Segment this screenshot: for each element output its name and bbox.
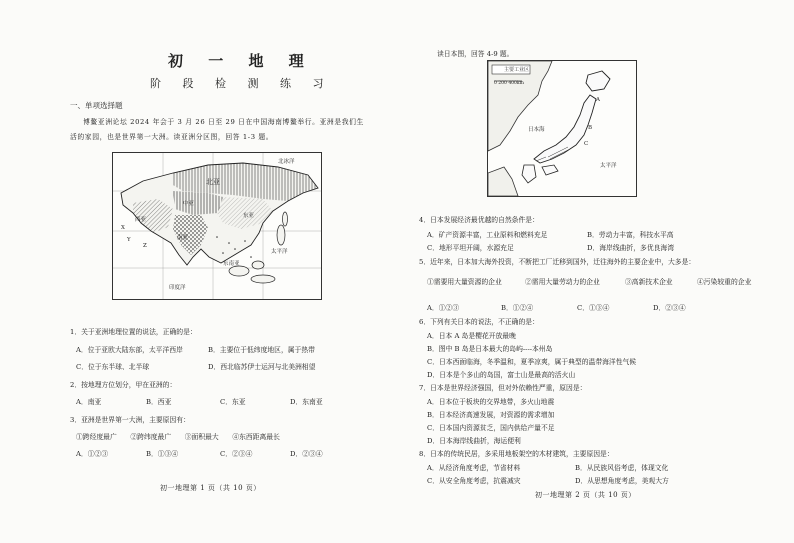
map-marker-b: B bbox=[588, 125, 593, 131]
q6-option-c: C．日本西面临海，冬季温和，夏季凉爽，属于典型的温带海洋性气候 bbox=[427, 358, 637, 366]
q2-option-a: A．南亚 bbox=[76, 398, 102, 406]
q5-option-b: B．①②④ bbox=[501, 304, 534, 312]
q2-option-c: C．东亚 bbox=[220, 398, 246, 406]
q7-option-b: B．日本经济高速发展，对资源的需求增加 bbox=[427, 411, 555, 419]
asia-region-map bbox=[112, 152, 322, 300]
map-label-indian: 印度洋 bbox=[169, 285, 186, 291]
q7-option-a: A．日本位于板块的交界地带，多火山地震 bbox=[427, 398, 555, 406]
map-marker-a: A bbox=[596, 97, 600, 103]
question-3-stem: 3．亚洲是世界第一大洲，主要原因有： bbox=[70, 416, 190, 424]
q1-option-d: D．西北临苏伊士运河与北美洲相望 bbox=[208, 363, 316, 371]
map-scale: 0 200 400km bbox=[494, 81, 524, 86]
q6-option-b: B．图中 B 岛是日本最大的岛屿----本州岛 bbox=[427, 345, 553, 353]
map-label-south-asia: 南亚 bbox=[177, 235, 189, 241]
map-marker-c: C bbox=[584, 141, 589, 147]
q3-sub-items: ①跨经度最广 ②跨纬度最广 ③面积最大 ④东西距离最长 bbox=[76, 433, 280, 441]
q1-option-b: B．主要位于低纬度地区，属于热带 bbox=[208, 346, 315, 354]
intro-text-line2: 活的家园，也是世界第一大洲。读亚洲分区图，回答 1-3 题。 bbox=[70, 133, 274, 141]
map-label-pacific: 太平洋 bbox=[271, 249, 288, 255]
q8-option-d: D．从思想角度考虑，美观大方 bbox=[575, 477, 669, 485]
question-5-stem: 5．近年来，日本加大海外投资，不断把工厂迁移到国外，迁往海外的主要企业中，大多是： bbox=[419, 258, 696, 266]
q4-option-c: C．地形平坦开阔，水源充足 bbox=[427, 244, 514, 252]
section-heading: 一、单项选择题 bbox=[70, 101, 123, 110]
question-2-stem: 2．按地理方位划分，甲在亚洲的： bbox=[70, 381, 177, 389]
map-label-se-asia: 东南亚 bbox=[223, 261, 240, 267]
q4-option-d: D．海岸线曲折，多优良海湾 bbox=[587, 244, 675, 252]
q4-option-a: A．矿产资源丰富，工业原料和燃料充足 bbox=[427, 231, 548, 239]
q4-option-b: B．劳动力丰富，科技水平高 bbox=[587, 231, 674, 239]
q8-option-c: C．从安全角度考虑，抗震减灾 bbox=[427, 477, 521, 485]
question-6-stem: 6．下列有关日本的说法，不正确的是： bbox=[419, 318, 539, 326]
map-marker-x: X bbox=[121, 225, 125, 231]
intro-text-line1: 博鳌亚洲论坛 2024 年会于 3 月 26 日至 29 日在中国海南博鳌举行。亚洲是我们生 bbox=[83, 118, 364, 126]
q6-option-d: D．日本是个多山的岛国，富士山是最高的活火山 bbox=[427, 371, 576, 379]
q3-option-a: A．①②③ bbox=[76, 450, 109, 458]
q5-item-1: ①需要用大量资源的企业 bbox=[427, 278, 502, 286]
q6-option-a: A．日本 A 岛是樱花开放最晚 bbox=[427, 332, 516, 340]
map-label-east-asia: 东亚 bbox=[243, 213, 255, 219]
q5-item-4: ④污染较重的企业 bbox=[697, 278, 752, 286]
map-label-west-asia: 西亚 bbox=[135, 217, 147, 223]
q8-option-a: A．从经济角度考虑，节省材料 bbox=[427, 464, 521, 472]
q5-option-c: C．①③④ bbox=[577, 304, 610, 312]
map-marker-y: Y bbox=[127, 237, 131, 243]
question-8-stem: 8．日本的传统民居，多采用地板架空的木材建筑，主要原因是： bbox=[419, 450, 614, 458]
map-label-pacific: 太平洋 bbox=[600, 163, 617, 169]
q5-option-a: A．①②③ bbox=[427, 304, 460, 312]
map-legend-industry: 主要工业区 bbox=[504, 67, 530, 73]
q2-option-b: B．西亚 bbox=[146, 398, 172, 406]
q2-option-d: D．东南亚 bbox=[290, 398, 323, 406]
question-1-stem: 1．关于亚洲地理位置的说法，正确的是： bbox=[70, 328, 197, 336]
map-label-sea-of-japan: 日本海 bbox=[528, 127, 545, 133]
page-footer: 初一地理第 2 页（共 10 页） bbox=[535, 491, 636, 499]
question-4-stem: 4．日本发展经济最优越的自然条件是： bbox=[419, 216, 539, 224]
asia-map-drawing bbox=[113, 153, 321, 299]
page-title: 初 一 地 理 bbox=[168, 52, 314, 70]
right-page bbox=[397, 0, 794, 543]
q5-option-d: D．②③④ bbox=[653, 304, 686, 312]
map-label-north-asia: 北亚 bbox=[206, 178, 220, 186]
q3-option-d: D．②③④ bbox=[290, 450, 323, 458]
q3-option-b: B．①③④ bbox=[146, 450, 179, 458]
map-marker-z: Z bbox=[143, 243, 147, 249]
q8-option-b: B．从民族风俗考虑，体现文化 bbox=[575, 464, 669, 472]
page-subtitle: 阶 段 检 测 练 习 bbox=[150, 77, 333, 90]
page-footer: 初一地理第 1 页（共 10 页） bbox=[160, 484, 261, 492]
map-label-central-asia: 中亚 bbox=[183, 201, 195, 207]
q7-option-d: D．日本海岸线曲折，海运便利 bbox=[427, 437, 521, 445]
map-label-arctic: 北冰洋 bbox=[278, 159, 295, 165]
q3-option-c: C．②③④ bbox=[220, 450, 253, 458]
japan-map bbox=[487, 60, 637, 197]
header-line: 读日本图，回答 4-9 题。 bbox=[437, 50, 514, 58]
question-7-stem: 7．日本是世界经济强国，但对外依赖性严重，原因是： bbox=[419, 384, 587, 392]
q1-option-a: A．位于亚欧大陆东部，太平洋西岸 bbox=[76, 346, 183, 354]
q7-option-c: C．日本国内资源贫乏，国内供给产量不足 bbox=[427, 424, 555, 432]
q1-option-c: C．位于东半球、北半球 bbox=[76, 363, 150, 371]
q5-item-2: ②需用大量劳动力的企业 bbox=[525, 278, 600, 286]
q5-item-3: ③高新技术企业 bbox=[625, 278, 673, 286]
